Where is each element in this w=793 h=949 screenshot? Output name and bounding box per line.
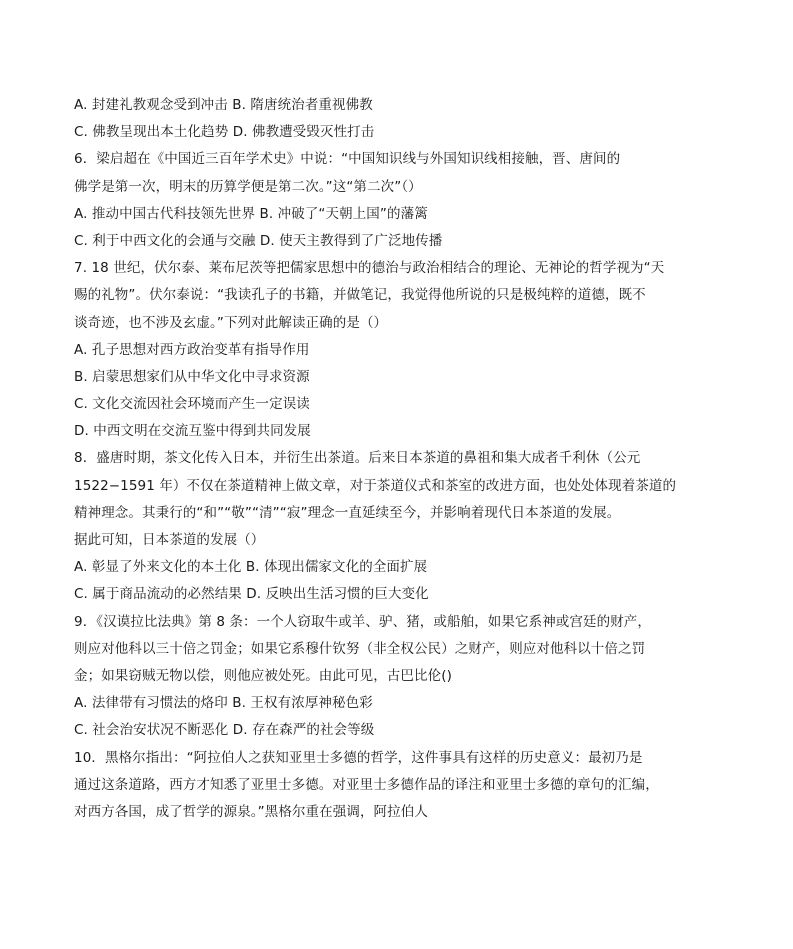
option-7c: C. 文化交流因社会环境而产生一定误读 xyxy=(74,396,310,413)
option-7a: A. 孔子思想对西方政治变革有指导作用 xyxy=(74,341,310,358)
question-6-text: 6．梁启超在《中国近三百年学术史》中说：“中国知识线与外国知识线相接触，晋、唐间的 xyxy=(74,151,621,168)
question-9-text: 9．《汉谟拉比法典》第 8 条：一个人窃取牛或羊、驴、猪，或船舶，如果它系神或宫廷的财产， xyxy=(74,613,652,630)
question-10-text-end: 对西方各国，成了哲学的源泉。”黑格尔重在强调，阿拉伯人 xyxy=(74,803,428,820)
option-line-9ab: A. 法律带有习惯法的烙印 B. 王权有浓厚神秘色彩 xyxy=(74,695,373,712)
question-10-text-cont: 通过这条道路，西方才知悉了亚里士多德。对亚里士多德作品的译注和亚里士多德的章句的汇编， xyxy=(74,776,659,793)
question-9-text-end: 金；如果窃贼无物以偿，则他应被处死。由此可见，古巴比伦() xyxy=(74,667,452,684)
question-10-text: 10．黑格尔指出：“阿拉伯人之获知亚里士多德的哲学，这件事具有这样的历史意义：最初乃是 xyxy=(74,749,643,766)
option-line-8cd: C. 属于商品流动的必然结果 D. 反映出生活习惯的巨大变化 xyxy=(74,586,429,603)
question-7-text-cont: 赐的礼物”。伏尔泰说：“我读孔子的书籍，并做笔记，我觉得他所说的只是极纯粹的道德，既不 xyxy=(74,287,646,304)
question-8-text: 8．盛唐时期，茶文化传入日本，并衍生出茶道。后来日本茶道的鼻祖和集大成者千利休（公元 xyxy=(74,450,641,467)
question-8-text-cont: 1522−1591 年）不仅在茶道精神上做文章，对于茶道仪式和茶室的改进方面，也处处体现着茶道的 xyxy=(74,477,677,494)
question-8-text-cont2: 精神理念。其秉行的“和”“敬”“清”“寂”理念一直延续至今，并影响着现代日本茶道的发展。 xyxy=(74,504,621,521)
option-line-8ab: A. 彰显了外来文化的本土化 B. 体现出儒家文化的全面扩展 xyxy=(74,559,428,576)
question-7-text-end: 谈奇迹，也不涉及玄虚。”下列对此解读正确的是（） xyxy=(74,314,388,331)
document-body xyxy=(74,92,677,826)
option-line-5cd: C. 佛教呈现出本土化趋势 D. 佛教遭受毁灭性打击 xyxy=(74,124,375,141)
question-7-text: 7. 18 世纪，伏尔泰、莱布尼茨等把儒家思想中的德治与政治相结合的理论、无神论的哲学视为“天 xyxy=(74,260,665,277)
option-line-6cd: C. 利于中西文化的会通与交融 D. 使天主教得到了广泛地传播 xyxy=(74,232,443,249)
question-9-text-cont: 则应对他科以三十倍之罚金；如果它系穆什钦努（非全权公民）之财产，则应对他科以十倍之罚 xyxy=(74,640,646,657)
question-6-text-cont: 佛学是第一次，明末的历算学便是第二次。”这“第二次”（） xyxy=(74,178,422,195)
option-7d: D. 中西文明在交流互鉴中得到共同发展 xyxy=(74,423,311,440)
option-7b: B. 启蒙思想家们从中华文化中寻求资源 xyxy=(74,368,310,385)
option-line-5ab: A. 封建礼教观念受到冲击 B. 隋唐统治者重视佛教 xyxy=(74,97,373,113)
question-8-text-end: 据此可知，日本茶道的发展（） xyxy=(74,532,265,548)
option-line-6ab: A. 推动中国古代科技领先世界 B. 冲破了“天朝上国”的藩篱 xyxy=(74,205,428,222)
option-line-9cd: C. 社会治安状况不断恶化 D. 存在森严的社会等级 xyxy=(74,722,375,739)
